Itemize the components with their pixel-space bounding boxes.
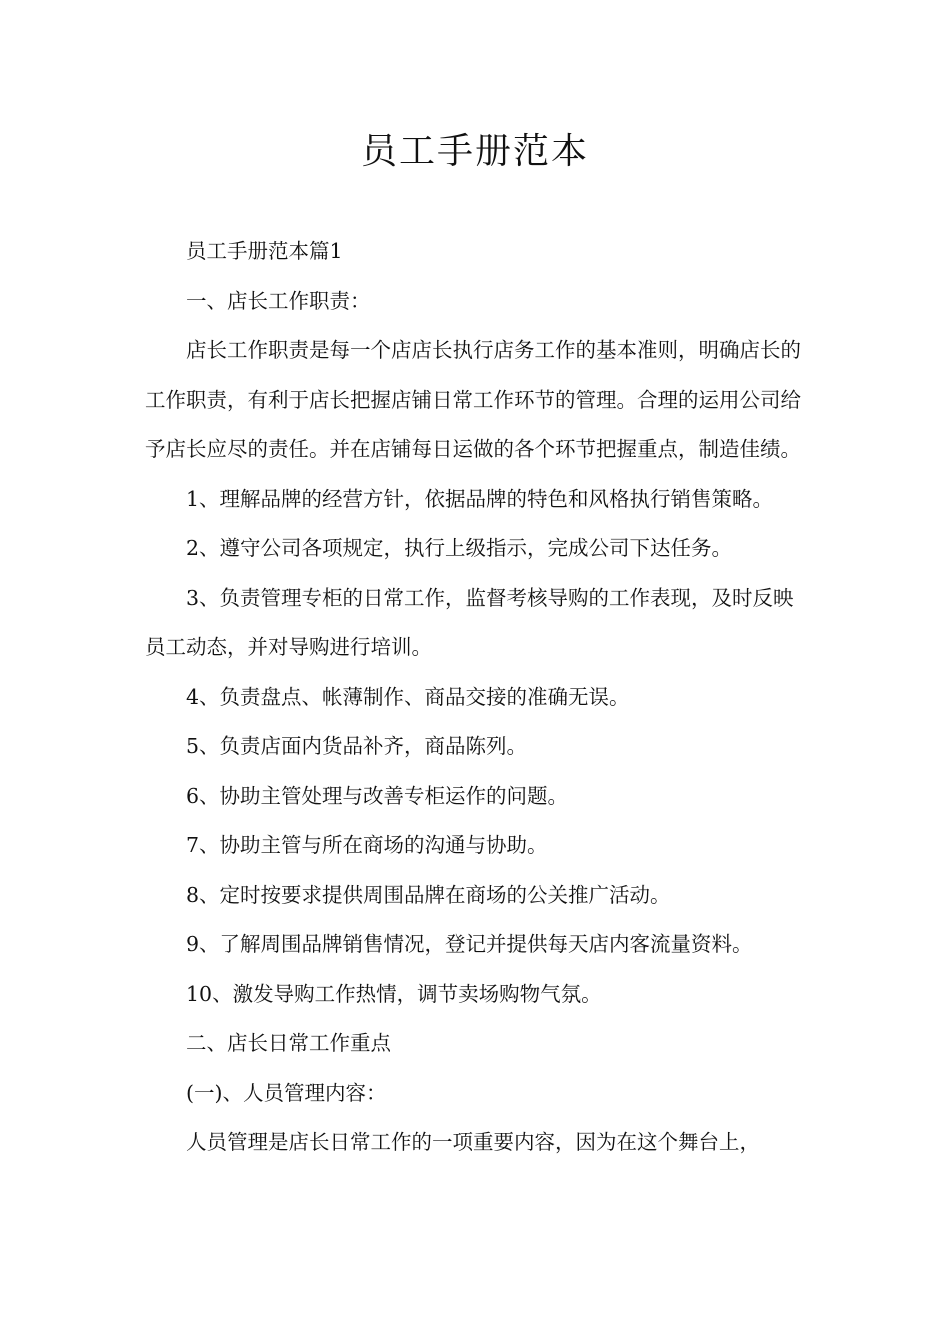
paragraph-heading-1: 一、店长工作职责： <box>186 288 371 313</box>
paragraph-item-5: 5、负责店面内货品补齐，商品陈列。 <box>186 734 528 758</box>
paragraph-heading-2: 二、店长日常工作重点 <box>186 1031 391 1055</box>
paragraph-item-1: 1、理解品牌的经营方针，依据品牌的特色和风格执行销售策略。 <box>186 486 774 511</box>
paragraph-item-8: 8、定时按要求提供周围品牌在商场的公关推广活动。 <box>186 882 671 907</box>
paragraph-item-9: 9、了解周围品牌销售情况，登记并提供每天店内客流量资料。 <box>186 932 753 956</box>
paragraph-section-heading: 员工手册范本篇1 <box>186 239 343 263</box>
paragraph-item-6: 6、协助主管处理与改善专柜运作的问题。 <box>186 783 569 808</box>
paragraph-item-3: 3、负责管理专柜的日常工作，监督考核导购的工作表现，及时反映员工动态，并对导购进行培训。 <box>145 585 794 659</box>
paragraph-personnel: 人员管理是店长日常工作的一项重要内容，因为在这个舞台上， <box>186 1130 760 1154</box>
document-body <box>145 227 813 1168</box>
paragraph-item-7: 7、协助主管与所在商场的沟通与协助。 <box>186 833 548 857</box>
paragraph-item-10: 10、激发导购工作热情，调节卖场购物气氛。 <box>186 981 602 1006</box>
document-title: 员工手册范本 <box>360 131 589 172</box>
paragraph-item-4: 4、负责盘点、帐薄制作、商品交接的准确无误。 <box>186 684 630 709</box>
paragraph-subheading-1: (一)、人员管理内容： <box>186 1080 387 1105</box>
paragraph-item-2: 2、遵守公司各项规定，执行上级指示，完成公司下达任务。 <box>186 536 733 560</box>
paragraph-intro: 店长工作职责是每一个店店长执行店务工作的基本准则，明确店长的工作职责，有利于店长把握店铺日常工作环节的管理。合理的运用公司给予店长应尽的责任。并在店铺每日运做的各个环节把握重点，制造佳绩。 <box>145 338 801 461</box>
